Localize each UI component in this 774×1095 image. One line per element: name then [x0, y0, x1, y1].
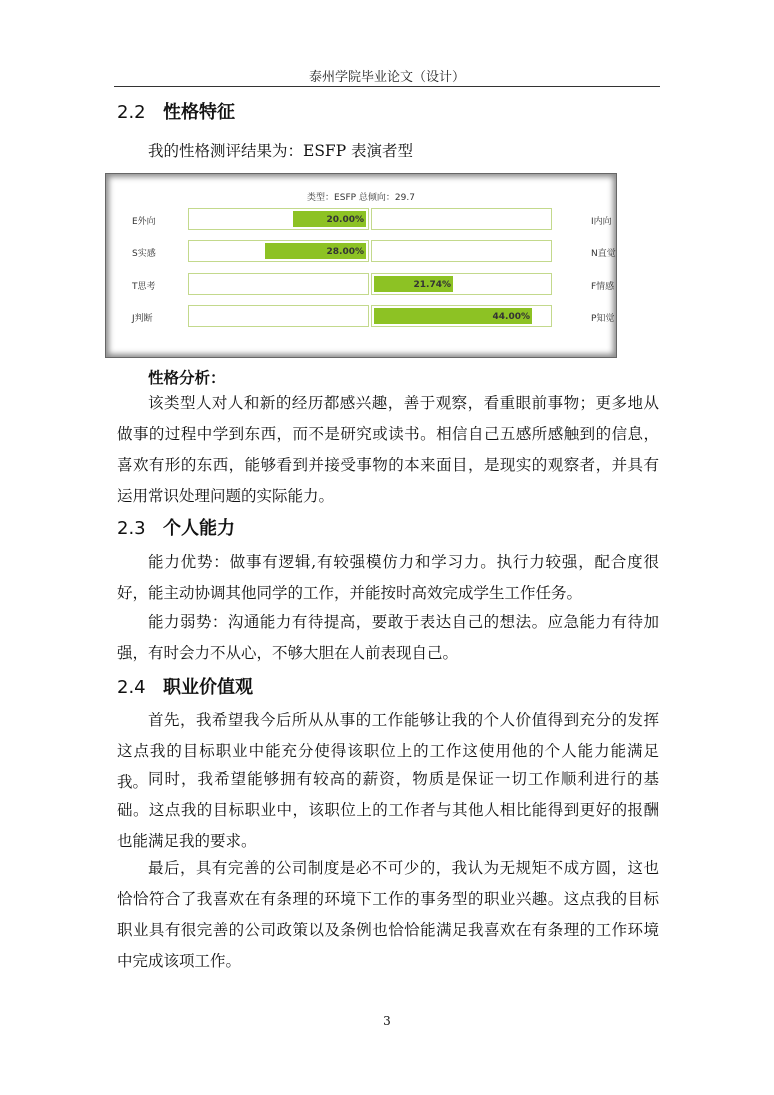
chart-row [106, 273, 616, 297]
ability-strength-paragraph: 能力优势：做事有逻辑,有较强模仿力和学习力。执行力较强，配合度很好，能主动协调其他同学的工作，并能按时高效完成学生工作任务。 [117, 553, 659, 602]
chart-right-label: F情感 [591, 282, 615, 292]
chart-right-label: I内向 [591, 217, 612, 227]
chart-right-track [371, 273, 552, 295]
personality-result: 我的性格测评结果为：ESFP 表演者型 [148, 142, 414, 160]
section-heading-2-3 [117, 514, 235, 540]
chart-right-label: P知觉 [591, 314, 615, 324]
chart-right-track [371, 208, 552, 230]
chart-row [106, 208, 616, 232]
values-paragraph-1: 首先，我希望我今后所从从事的工作能够让我的个人价值得到充分的发挥这点我的目标职业中能充分使得该职位上的工作这使用他的个人能力能满足我。 [117, 711, 659, 791]
section-title: 个人能力 [163, 518, 235, 539]
chart-left-track [188, 240, 369, 262]
chart-right-track [371, 305, 552, 327]
chart-left-track [188, 208, 369, 230]
chart-bar: 44.00% [374, 308, 532, 324]
chart-left-label: J判断 [132, 314, 153, 324]
chart-left-track [188, 273, 369, 295]
page-header: 泰州学院毕业论文（设计） [308, 70, 465, 85]
chart-bar: 21.74% [374, 276, 453, 292]
section-number: 2.3 [117, 518, 146, 539]
chart-title: 类型：ESFP 总倾向：29.7 [307, 193, 415, 203]
chart-bar: 20.00% [293, 211, 366, 227]
chart-row [106, 240, 616, 264]
ability-weakness-paragraph: 能力弱势：沟通能力有待提高，要敢于表达自己的想法。应急能力有待加强，有时会力不从心，不够大胆在人前表现自己。 [117, 613, 659, 662]
chart-left-label: E外向 [132, 217, 156, 227]
header-rule [114, 86, 660, 87]
values-paragraph-3: 最后，具有完善的公司制度是必不可少的，我认为无规矩不成方圆，这也恰恰符合了我喜欢在有条理的环境下工作的事务型的职业兴趣。这点我的目标职业具有很完善的公司政策以及条例也恰恰能满足我喜欢在有条理的工作环境中完成该项工作。 [117, 859, 659, 970]
chart-right-track [371, 240, 552, 262]
chart-row [106, 305, 616, 329]
section-title: 性格特征 [163, 102, 235, 123]
page-number: 3 [383, 1014, 391, 1028]
section-heading-2-4 [117, 673, 253, 699]
section-heading-2-2 [117, 98, 235, 124]
chart-left-track [188, 305, 369, 327]
section-number: 2.2 [117, 102, 146, 123]
section-title: 职业价值观 [163, 677, 253, 698]
chart-left-label: S实感 [132, 249, 156, 259]
chart-left-label: T思考 [132, 282, 156, 292]
analysis-label: 性格分析： [148, 368, 226, 387]
mbti-chart [105, 173, 617, 358]
values-paragraph-2: 同时，我希望能够拥有较高的薪资，物质是保证一切工作顺利进行的基础。这点我的目标职业中，该职位上的工作者与其他人相比能得到更好的报酬也能满足我的要求。 [117, 770, 659, 850]
chart-bar: 28.00% [265, 243, 366, 259]
section-number: 2.4 [117, 677, 146, 698]
chart-right-label: N直觉 [591, 249, 616, 259]
analysis-paragraph: 该类型人对人和新的经历都感兴趣，善于观察，看重眼前事物；更多地从做事的过程中学到东西，而不是研究或读书。相信自己五感所感触到的信息，喜欢有形的东西，能够看到并接受事物的本来面目，是现实的观察者，并具有运用常识处理问题的实际能力。 [117, 394, 659, 505]
